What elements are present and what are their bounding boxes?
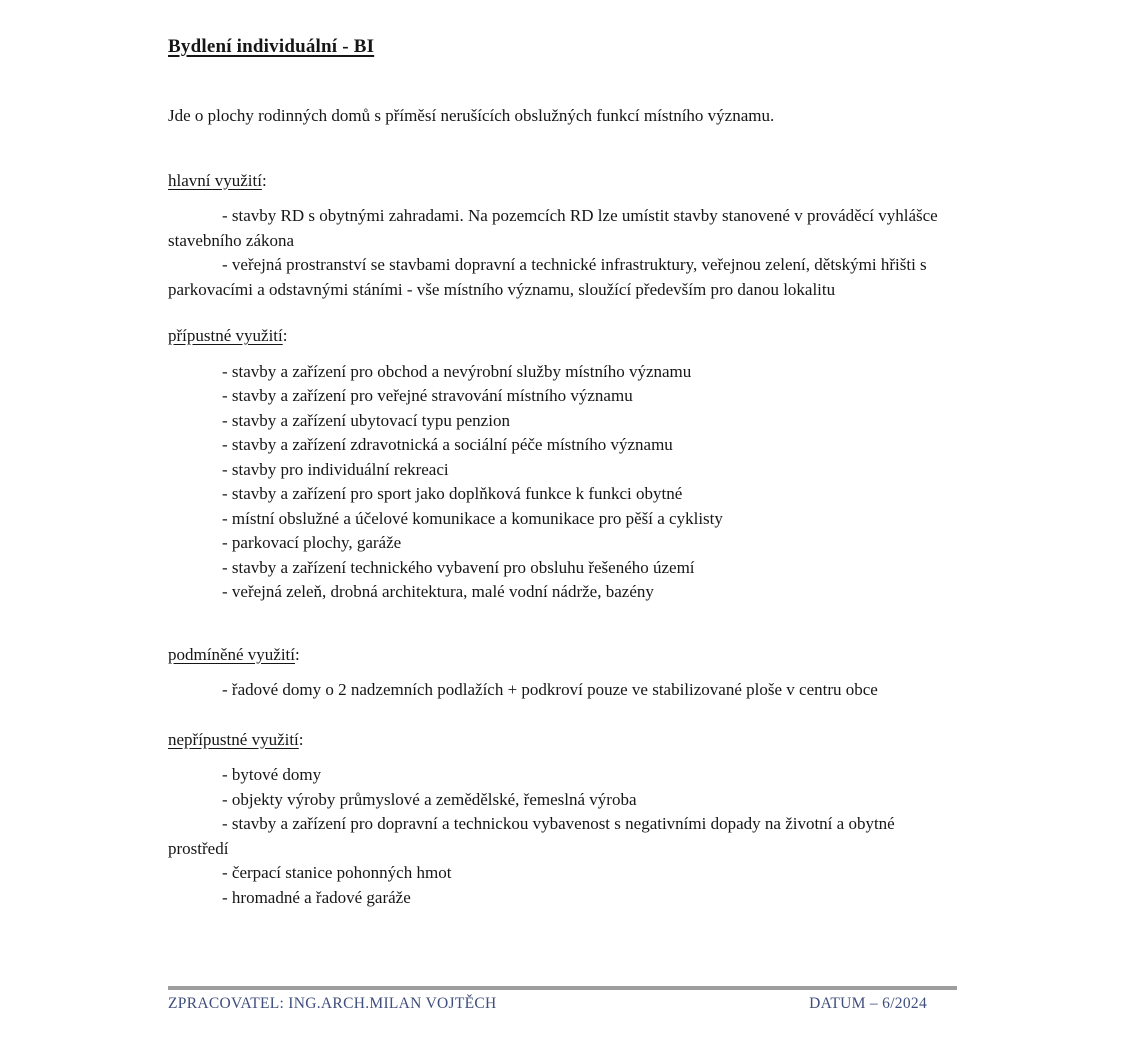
- list-item: - stavby a zařízení pro veřejné stravování místního významu: [222, 386, 633, 405]
- footer-divider: [168, 986, 957, 990]
- list-item: - stavby a zařízení technického vybavení pro obsluhu řešeného území: [222, 557, 695, 577]
- intro-paragraph: Jde o plochy rodinných domů s příměsí nerušících obslužných funkcí místního významu.: [168, 106, 775, 125]
- footer-author: ZPRACOVATEL: ING.ARCH.MILAN VOJTĚCH: [168, 995, 497, 1012]
- section-hlavni-vyuziti: [168, 169, 957, 303]
- section-heading: nepřípustné využití:: [168, 729, 304, 749]
- list-item: - stavby RD s obytnými zahradami. Na pozemcích RD lze umístit stavby stanovené v prováděcí vyhlášce stavebního zákona: [168, 206, 938, 250]
- list-item: - čerpací stanice pohonných hmot: [222, 863, 452, 882]
- list-item: - stavby a zařízení zdravotnická a sociální péče místního významu: [222, 435, 673, 454]
- footer-text-row: [168, 995, 957, 1013]
- section-nepripustne-vyuziti: [168, 728, 957, 911]
- list-item: - parkovací plochy, garáže: [222, 533, 402, 552]
- section-heading: podmíněné využití:: [168, 644, 300, 664]
- list-item: - veřejná zeleň, drobná architektura, malé vodní nádrže, bazény: [222, 582, 654, 601]
- section-heading: přípustné využití:: [168, 326, 288, 345]
- section-pripustne-vyuziti: [168, 324, 957, 605]
- page-footer: [168, 986, 957, 1013]
- list-item: - stavby a zařízení pro obchod a nevýrobní služby místního významu: [222, 361, 692, 381]
- section-heading: hlavní využití:: [168, 170, 267, 190]
- list-item: - místní obslužné a účelové komunikace a komunikace pro pěší a cyklisty: [222, 508, 723, 528]
- list-item: - stavby pro individuální rekreaci: [222, 459, 449, 479]
- page-title: [168, 36, 957, 58]
- list-item: - hromadné a řadové garáže: [222, 887, 411, 907]
- section-podminene-vyuziti: [168, 643, 957, 703]
- document-body: [168, 104, 957, 910]
- footer-date: DATUM – 6/2024: [809, 995, 927, 1012]
- list-item: - objekty výroby průmyslové a zemědělské, řemeslná výroba: [222, 789, 637, 809]
- page-title-text: Bydlení individuální - BI: [168, 36, 375, 57]
- list-item: - stavby a zařízení pro dopravní a technickou vybavenost s negativními dopady na životní a obytné prostředí: [168, 814, 895, 858]
- list-item: - bytové domy: [222, 765, 322, 784]
- list-item: - veřejná prostranství se stavbami dopravní a technické infrastruktury, veřejnou zelení, dětskými hřišti s parkovacími a odstavnými stáními - vše místního významu, sloužící především pro danou lokalitu: [168, 255, 927, 299]
- list-item: - stavby a zařízení pro sport jako doplňková funkce k funkci obytné: [222, 484, 683, 503]
- list-item: - řadové domy o 2 nadzemních podlažích + podkroví pouze ve stabilizované ploše v centru obce: [222, 680, 878, 699]
- list-item: - stavby a zařízení ubytovací typu penzion: [222, 410, 510, 430]
